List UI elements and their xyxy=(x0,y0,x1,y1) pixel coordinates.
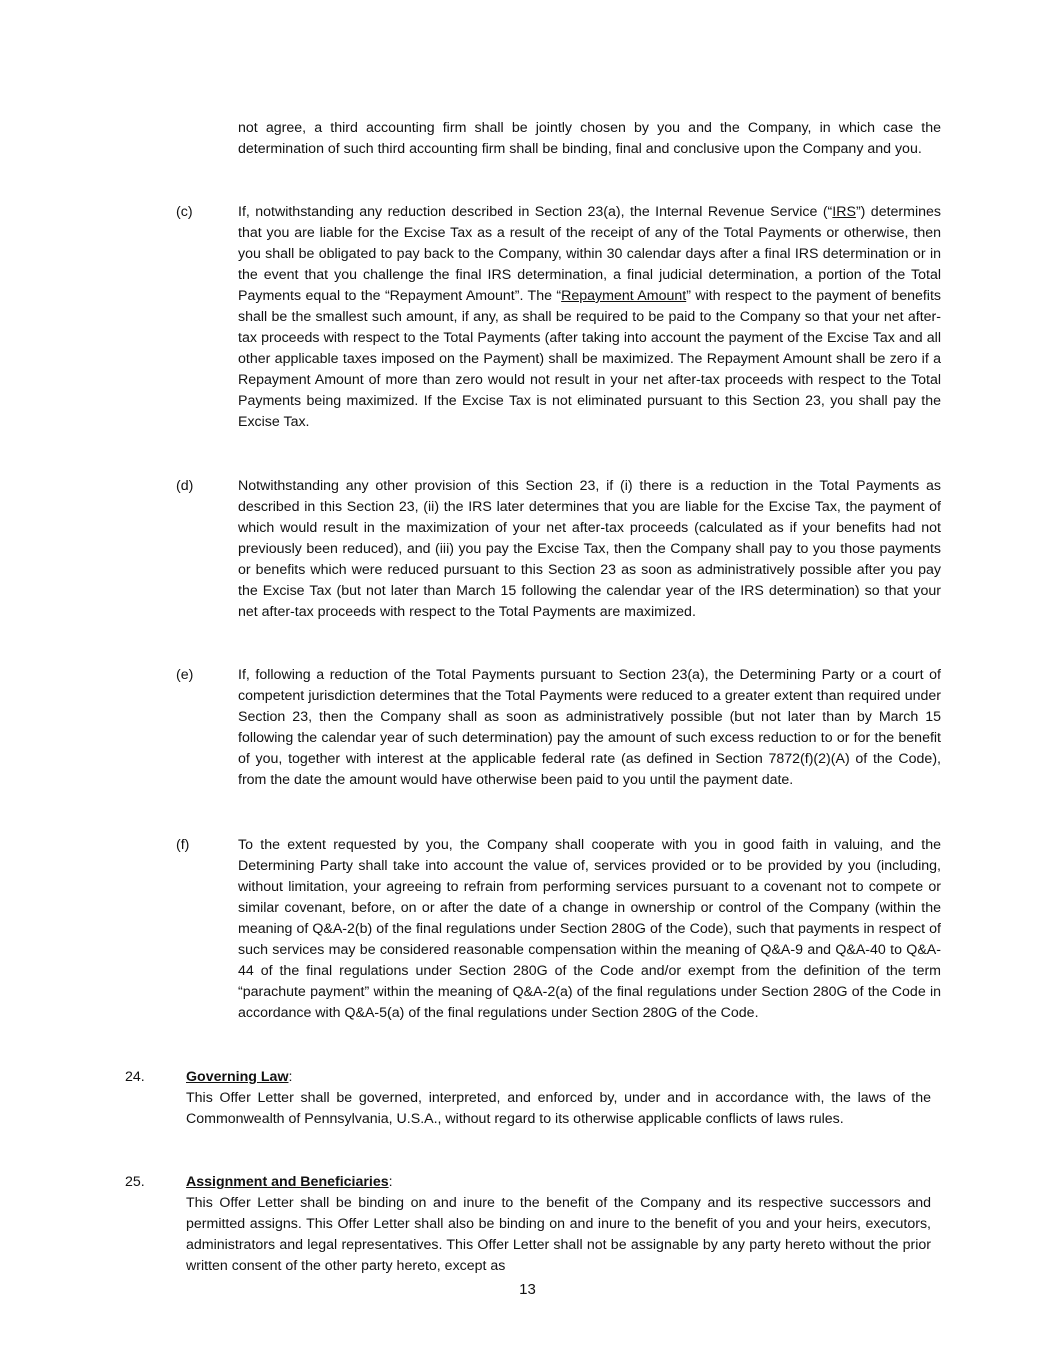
item-d-text: Notwithstanding any other provision of this Section 23, if (i) there is a reduction in the Total Payments as described in this Section 23, (ii) the IRS later determines that you are liable for the Excise Tax, the payment of which would result in the maximization of your net after-tax proceeds (calculated as if your benefits had not previously been reduced), and (iii) you pay the Excise Tax, then the Company shall pay to you those payments or benefits which were reduced pursuant to this Section 23 as soon as administratively possible after you pay the Excise Tax (but not later than March 15 following the calendar year of the IRS determination) so that your net after-tax proceeds with respect to the Total Payments are maximized. xyxy=(238,478,941,620)
item-f-paragraph xyxy=(238,835,941,1024)
item-d-marker: (d) xyxy=(176,478,194,494)
item-e-marker: (e) xyxy=(176,667,194,683)
section-25-colon: : xyxy=(388,1174,393,1190)
repayment-amount-defined-term: Repayment Amount xyxy=(561,288,687,304)
item-f-text: To the extent requested by you, the Company shall cooperate with you in good faith in valuing, and the Determining Party shall take into account the value of, services provided or to be provided by you (including, without limitation, your agreeing to refrain from performing services pursuant to a covenant not to compete or similar covenant, before, on or after the date of a change in ownership or control of the Company (within the meaning of Q&A-2(b) of the final regulations under Section 280G of the Code), such that payments in respect of such services may be considered reasonable compensation within the meaning of Q&A-9 and Q&A-40 to Q&A-44 of the final regulations under Section 280G of the Code and/or exempt from the definition of the term “parachute payment” within the meaning of Q&A-2(a) of the final regulations under Section 280G of the Code in accordance with Q&A-5(a) of the final regulations under Section 280G of the Code. xyxy=(238,837,941,1021)
section-24-number: 24. xyxy=(125,1069,145,1085)
section-25-heading xyxy=(186,1172,393,1193)
item-c-marker: (c) xyxy=(176,204,193,220)
irs-defined-term: IRS xyxy=(832,204,856,220)
section-25-text: This Offer Letter shall be binding on and inure to the benefit of the Company and its respective successors and permitted assigns. This Offer Letter shall also be binding on and inure to the benefit of you and your heirs, executors, administrators and legal representatives. This Offer Letter shall not be assignable by any party hereto without the prior written consent of the other party hereto, except as xyxy=(186,1195,931,1274)
section-25-body xyxy=(186,1193,931,1277)
section-24-heading xyxy=(186,1067,292,1088)
page-number: 13 xyxy=(519,1281,536,1298)
item-c-text-part2: ”) determines that you are liable for the Excise Tax as a result of the receipt of any of the Total Payments or otherwise, then you shall be obligated to pay back to the Company, within 30 calendar days after a final IRS determination or in the event that you challenge the final IRS determination, a final judicial determination, a portion of the Total Payments equal to the “Repayment Amount”. The “ xyxy=(238,204,941,304)
item-d-paragraph xyxy=(238,476,941,623)
continuation-text: not agree, a third accounting firm shall be jointly chosen by you and the Company, in which case the determination of such third accounting firm shall be binding, final and conclusive upon the Company and you. xyxy=(238,120,941,157)
item-c-paragraph xyxy=(238,202,941,433)
section-24-colon: : xyxy=(288,1069,293,1085)
section-25-number: 25. xyxy=(125,1174,145,1190)
section-24-text: This Offer Letter shall be governed, interpreted, and enforced by, under and in accordance with, the laws of the Commonwealth of Pennsylvania, U.S.A., without regard to its otherwise applicable conflicts of laws rules. xyxy=(186,1090,931,1127)
continuation-paragraph xyxy=(238,118,941,160)
item-c-text xyxy=(238,202,941,433)
section-24-title: Governing Law xyxy=(186,1069,289,1085)
item-c-text-part3: ” with respect to the payment of benefits shall be the smallest such amount, if any, as shall be required to be paid to the Company so that your net after-tax proceeds with respect to the Total Payments (after taking into account the payment of the Excise Tax and all other applicable taxes imposed on the Payment) shall be maximized. The Repayment Amount shall be zero if a Repayment Amount of more than zero would not result in your net after-tax proceeds with respect to the Total Payments being maximized. If the Excise Tax is not eliminated pursuant to this Section 23, you shall pay the Excise Tax. xyxy=(238,288,941,430)
item-e-text: If, following a reduction of the Total Payments pursuant to Section 23(a), the Determining Party or a court of competent jurisdiction determines that the Total Payments were reduced to a greater extent than required under Section 23, then the Company shall as soon as administratively possible (but not later than by March 15 following the calendar year of such determination) pay the amount of such excess reduction to or for the benefit of you, together with interest at the applicable federal rate (as defined in Section 7872(f)(2)(A) of the Code), from the date the amount would have otherwise been paid to you until the payment date. xyxy=(238,667,941,788)
section-25-title: Assignment and Beneficiaries xyxy=(186,1174,389,1190)
item-e-paragraph xyxy=(238,665,941,791)
item-f-marker: (f) xyxy=(176,837,190,853)
section-24-body xyxy=(186,1088,931,1130)
item-c-text-part1: If, notwithstanding any reduction described in Section 23(a), the Internal Revenue Service (“ xyxy=(238,204,833,220)
